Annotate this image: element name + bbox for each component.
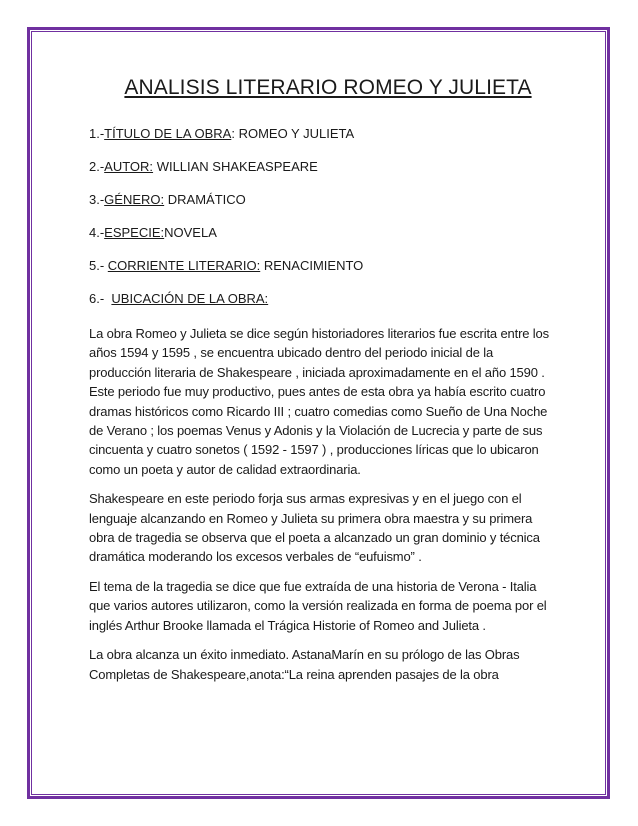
field-sep: : <box>231 126 239 141</box>
field-prefix: 2.- <box>89 159 105 174</box>
paragraph-4: La obra alcanza un éxito inmediato. AstanaMarín en su prólogo de las Obras Completas de Shakespeare,anota:“La reina aprenden pasajes de la obra <box>89 647 520 682</box>
paragraph-2: Shakespeare en este periodo forja sus armas expresivas y en el juego con el lenguaje alcanzando en Romeo y Julieta su primera obra maestra y su primera obra de tragedia se observa que el poeta a alcanzado un gran dominio y técnica dramática moderando los excesos verbales de “eufuismo” . <box>89 491 540 565</box>
field-prefix: 6.- <box>89 291 112 306</box>
field-genero <box>89 192 555 208</box>
field-especie <box>89 225 555 241</box>
paragraph-3: El tema de la tragedia se dice que fue extraída de una historia de Verona - Italia que varios autores utilizaron, como la versión realizada en forma de poema por el inglés Arthur Brooke llamada el Trágica Historie of Romeo and Julieta . <box>89 578 547 633</box>
field-label: GÉNERO: <box>104 192 165 207</box>
field-corriente <box>89 258 555 274</box>
field-ubicacion <box>89 291 555 307</box>
field-value: ROMEO Y JULIETA <box>238 126 355 141</box>
document-content <box>89 76 555 694</box>
field-value: DRAMÁTICO <box>167 192 246 207</box>
field-label: CORRIENTE LITERARIO: <box>107 258 261 273</box>
field-prefix: 3.- <box>89 192 105 207</box>
field-prefix: 1.- <box>89 126 105 141</box>
field-value: WILLIAN SHAKEASPEARE <box>156 159 318 174</box>
field-value: RENACIMIENTO <box>263 258 364 273</box>
document-title: ANALISIS LITERARIO ROMEO Y JULIETA <box>124 76 532 99</box>
field-label: TÍTULO DE LA OBRA <box>104 126 232 141</box>
field-label: AUTOR: <box>104 159 154 174</box>
field-autor <box>89 159 555 175</box>
field-label: ESPECIE: <box>104 225 165 240</box>
field-value: NOVELA <box>164 225 217 240</box>
paragraph-1: La obra Romeo y Julieta se dice según historiadores literarios fue escrita entre los años 1594 y 1595 , se encuentra ubicado dentro del periodo inicial de la producción literaria de Shakespeare , iniciada aproximadamente en el año 1590 . Este periodo fue muy productivo, pues antes de esta obra ya había escrito cuatro dramas históricos como Ricardo III ; cuatro comedias como Sueño de Una Noche de Verano ; los poemas Venus y Adonis y la Violación de Lucrecia y parte de sus cincuenta y cuatro sonetos ( 1592 - 1597 ) , producciones líricas que lo ubicaron como un poeta y autor de calidad extraordinaria. <box>89 326 549 477</box>
field-prefix: 5.- <box>89 258 108 273</box>
field-prefix: 4.- <box>89 225 105 240</box>
field-label: UBICACIÓN DE LA OBRA: <box>111 291 269 306</box>
field-titulo <box>89 126 555 142</box>
